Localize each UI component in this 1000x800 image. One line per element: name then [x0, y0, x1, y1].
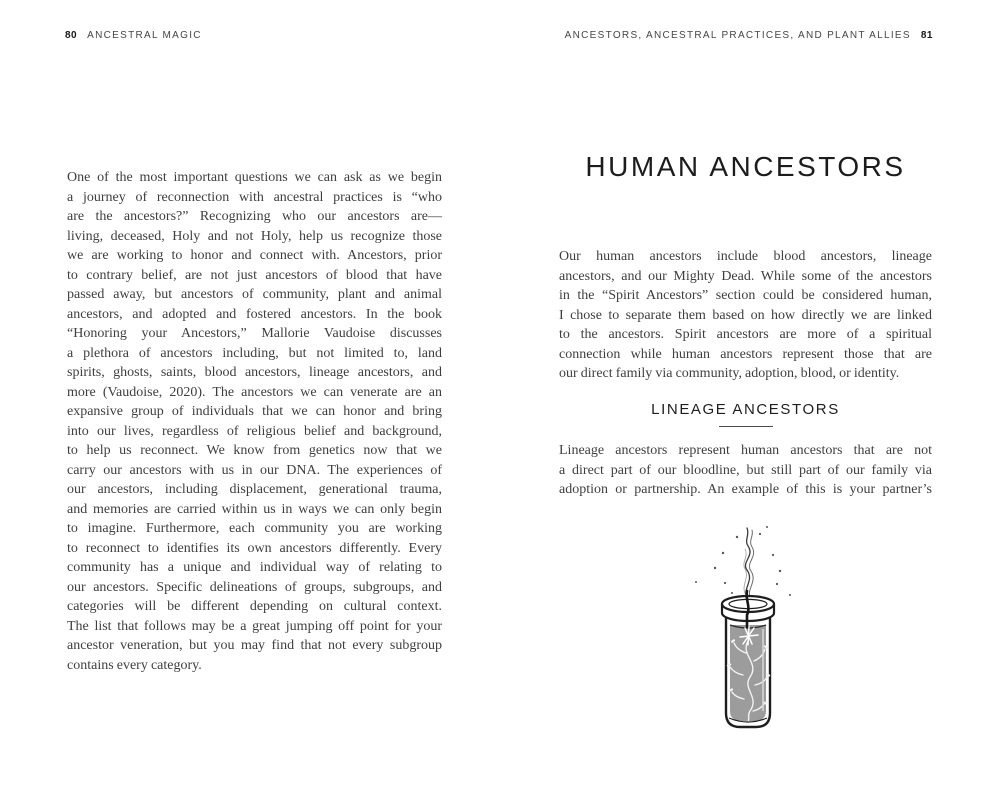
sparkle-dots — [695, 526, 791, 596]
running-header-left-text: ANCESTRAL MAGIC — [87, 30, 202, 41]
text-line: in the “Spirit Ancestors” section could be considered human, — [559, 288, 932, 303]
running-header-right-text: ANCESTORS, ANCESTRAL PRACTICES, AND PLANT ALLIES — [564, 30, 911, 41]
text-line: more (Vaudoise, 2020). The ancestors we can venerate are an — [67, 384, 442, 400]
text-line: a direct part of our bloodline, but still part of our family via — [559, 462, 932, 478]
text-line: to imagine. Furthermore, each community you are working — [67, 521, 442, 536]
text-line: our ancestors. Specific delineations of groups, subgroups, and — [67, 579, 442, 595]
text-line: categories will be different depending on cultural context. — [67, 599, 442, 614]
left-page-paragraph — [67, 168, 442, 675]
section-heading: LINEAGE ANCESTORS — [651, 401, 840, 418]
text-line: I chose to separate them based on how directly we are linked — [559, 307, 932, 323]
right-page-intro-paragraph — [559, 247, 932, 384]
text-line: community has a unique and individual way of relating to — [67, 560, 442, 575]
text-line: to help us reconnect. We know from genetics now that we — [67, 443, 442, 458]
text-line: to contrary belief, are not just ancestors of blood that have — [67, 267, 442, 283]
text-line: a journey of reconnection with ancestral practices is “who — [67, 189, 442, 205]
page-number-left: 80 — [65, 30, 78, 41]
chapter-title: HUMAN ANCESTORS — [585, 151, 906, 182]
page-number-right: 81 — [920, 30, 933, 41]
text-line: Our human ancestors include blood ancestors, lineage — [559, 249, 932, 264]
text-line: Lineage ancestors represent human ancestors that are not — [559, 443, 932, 458]
text-line: One of the most important questions we can ask as we begin — [67, 170, 442, 185]
section-heading-rule — [719, 426, 773, 427]
text-line: into our lives, regardless of religious belief and background, — [67, 423, 442, 439]
text-line: our direct family via community, adoption, blood, or identity. — [559, 366, 900, 381]
text-line: to reconnect to identifies its own ancestors differently. Every — [67, 540, 442, 556]
text-line: to the ancestors. Spirit ancestors are more of a spiritual — [559, 327, 932, 342]
text-line: ancestor veneration, but you may find that not every subgroup — [67, 638, 442, 653]
text-line: are the ancestors?” Recognizing who our ancestors are— — [67, 209, 442, 224]
text-line: expansive group of individuals that we can honor and bring — [67, 404, 442, 419]
text-line: passed away, but ancestors of community, plant and animal — [67, 287, 442, 302]
text-line: our ancestors, including displacement, generational trauma, — [67, 482, 442, 497]
running-header-right — [565, 30, 933, 42]
candle-jar-illustration — [670, 515, 830, 745]
running-header-left — [65, 30, 202, 42]
text-line: adoption or partnership. An example of this is your partner’s — [559, 482, 932, 497]
section-paragraph — [559, 441, 932, 500]
text-line: ancestors, and adopted and fostered ancestors. In the book — [67, 306, 442, 322]
text-line: and memories are carried within us in ways we can only begin — [67, 501, 442, 517]
smoke-wisp — [744, 528, 754, 599]
text-line: “Honoring your Ancestors,” Mallorie Vaudoise discusses — [67, 326, 442, 341]
text-line: carry our ancestors with us in our DNA. The experiences of — [67, 462, 442, 478]
text-line: contains every category. — [67, 657, 202, 673]
text-line: The list that follows may be a great jumping off point for your — [67, 618, 442, 634]
text-line: spirits, ghosts, saints, blood ancestors, lineage ancestors, and — [67, 365, 442, 380]
text-line: ancestors, and our Mighty Dead. While some of the ancestors — [559, 268, 932, 284]
text-line: connection while human ancestors represent those that are — [559, 346, 932, 362]
text-line: we are working to honor and connect with. Ancestors, prior — [67, 248, 442, 263]
text-line: living, deceased, Holy and not Holy, help us recognize those — [67, 228, 442, 244]
text-line: a plethora of ancestors including, but not limited to, land — [67, 345, 442, 361]
